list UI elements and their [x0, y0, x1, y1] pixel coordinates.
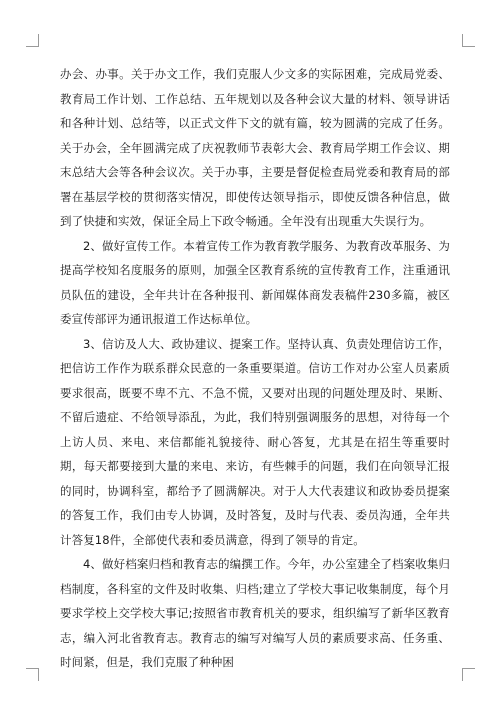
corner-mark-bottom-left: [26, 668, 39, 681]
paragraph-petition-work: 3、信访及人大、政协建议、提案工作。坚持认真、负责处理信访工作，把信访工作作为联系群众民意的一条重要渠道。信访工作对办公室人员素质要求很高，既要不卑不亢、不急不慌，又要对出现的问题处理及时、果断、不留后遗症、不给领导添乱，为此，我们特别强调服务的思想，对待每一个上访人员、来电、来信都能礼貌接待、耐心答复，尤其是在招生等重要时期，每天都要接到大量的来电、来访，有些棘手的问题，我们在向领导汇报的同时，协调科室，都给予了圆满解决。对于人大代表建议和政协委员提案的答复工作，我们由专人协调，及时答复，及时与代表、委员沟通，全年共计答复18件，全部使代表和委员满意，得到了领导的肯定。: [60, 336, 451, 547]
corner-mark-top-right: [462, 34, 475, 47]
paragraph-publicity-work: 2、做好宣传工作。本着宣传工作为教育教学服务、为教育改革服务、为提高学校知名度服务的原则，加强全区教育系统的宣传教育工作，注重通讯员队伍的建设，全年共计在各种报刊、新闻媒体商发表稿件230多篇，被区委宣传部评为通讯报道工作达标单位。: [60, 238, 451, 326]
corner-mark-bottom-right: [462, 668, 475, 681]
paragraph-archive-work: 4、做好档案归档和教育志的编撰工作。今年，办公室建全了档案收集归档制度，各科室的文件及时收集、归档;建立了学校大事记收集制度，每个月要求学校上交学校大事记;按照省市教育机关的要求，组织编写了新华区教育志，编入河北省教育志。教育志的编写对编写人员的素质要求高、任务重、时间紧，但是，我们克服了种种困: [60, 557, 451, 669]
corner-mark-top-left: [26, 34, 39, 47]
document-body: [60, 62, 450, 675]
paragraph-office-work: 办会、办事。关于办文工作，我们克服人少文多的实际困难，完成局党委、教育局工作计划、工作总结、五年规划以及各种会议大量的材料、领导讲话和各种计划、总结等，以正式文件下文的就有篇，较为圆满的完成了任务。关于办会，全年圆满完成了庆祝教师节表彰大会、教育局学期工作会议、期末总结大会等各种会议次。关于办事，主要是督促检查局党委和教育局的部署在基层学校的贯彻落实情况，即使传达领导指示，即使反馈各种信息，做到了快捷和实效，保证全局上下政令畅通。全年没有出现重大失误行为。: [60, 67, 450, 228]
